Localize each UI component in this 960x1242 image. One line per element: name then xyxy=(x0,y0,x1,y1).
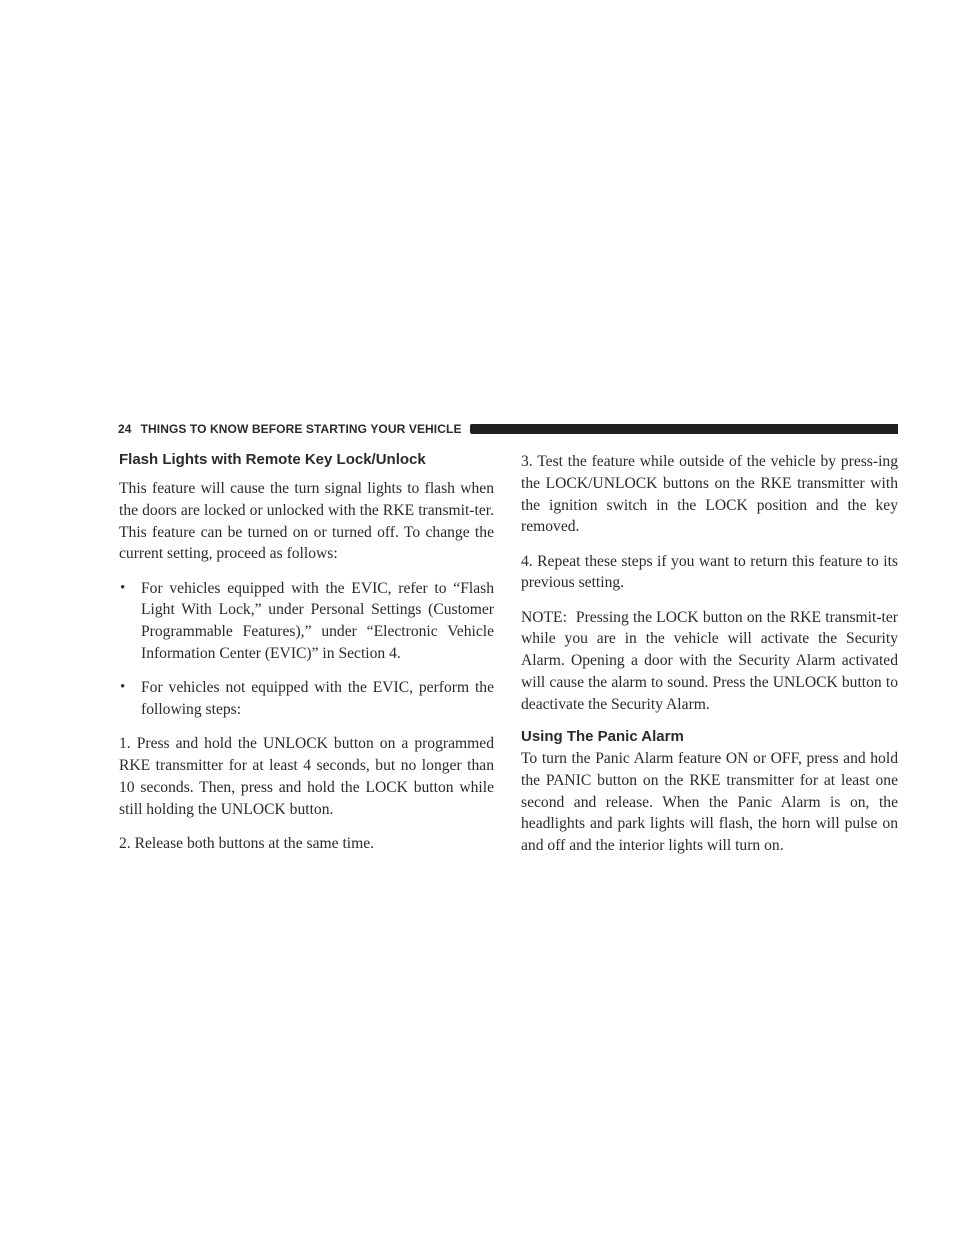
note-text: Pressing the LOCK button on the RKE transmit-ter while you are in the vehicle will activate the Security Alarm. Opening a door with the Security Alarm activated will cause the alarm to sound. Press the UNLOCK button to deactivate the Security Alarm. xyxy=(521,608,898,713)
page-header xyxy=(118,421,898,437)
section-title: THINGS TO KNOW BEFORE STARTING YOUR VEHICLE xyxy=(140,422,462,436)
step-3: 3. Test the feature while outside of the vehicle by press-ing the LOCK/UNLOCK buttons on the RKE transmitter with the ignition switch in the LOCK position and the key removed. xyxy=(521,453,898,536)
bullet-item-no-evic xyxy=(119,677,494,721)
bullet-text: For vehicles not equipped with the EVIC, perform the following steps: xyxy=(141,679,494,718)
note-paragraph xyxy=(521,607,898,716)
bullet-icon: • xyxy=(120,679,126,696)
left-column xyxy=(119,451,494,867)
step-2: 2. Release both buttons at the same time. xyxy=(119,834,375,852)
note-label: NOTE: xyxy=(521,608,567,626)
step-4: 4. Repeat these steps if you want to return this feature to its previous setting. xyxy=(521,552,898,592)
header-rule-bar xyxy=(470,424,898,434)
page-number: 24 xyxy=(118,422,132,436)
right-column xyxy=(521,451,898,869)
flash-lights-heading: Flash Lights with Remote Key Lock/Unlock xyxy=(119,451,426,468)
bullet-item-evic xyxy=(119,578,494,665)
intro-paragraph: This feature will cause the turn signal lights to flash when the doors are locked or unlocked with the RKE transmit-ter. This feature can be turned on or turned off. To change the current setting, proceed as follows: xyxy=(119,480,494,563)
bullet-text: For vehicles equipped with the EVIC, refer to “Flash Light With Lock,” under Personal Settings (Customer Programmable Features),” under “Electronic Vehicle Information Center (EVIC)” in Section 4. xyxy=(141,579,494,662)
bullet-icon: • xyxy=(120,579,126,596)
step-1: 1. Press and hold the UNLOCK button on a programmed RKE transmitter for at least 4 seconds, but no longer than 10 seconds. Then, press and hold the LOCK button while still holding the UNLOCK button. xyxy=(119,735,494,818)
panic-alarm-paragraph: To turn the Panic Alarm feature ON or OFF, press and hold the PANIC button on the RKE transmitter for at least one second and release. When the Panic Alarm is on, the headlights and park lights will flash, the horn will pulse on and off and the interior lights will turn on. xyxy=(521,749,898,855)
panic-alarm-heading: Using The Panic Alarm xyxy=(521,727,684,745)
